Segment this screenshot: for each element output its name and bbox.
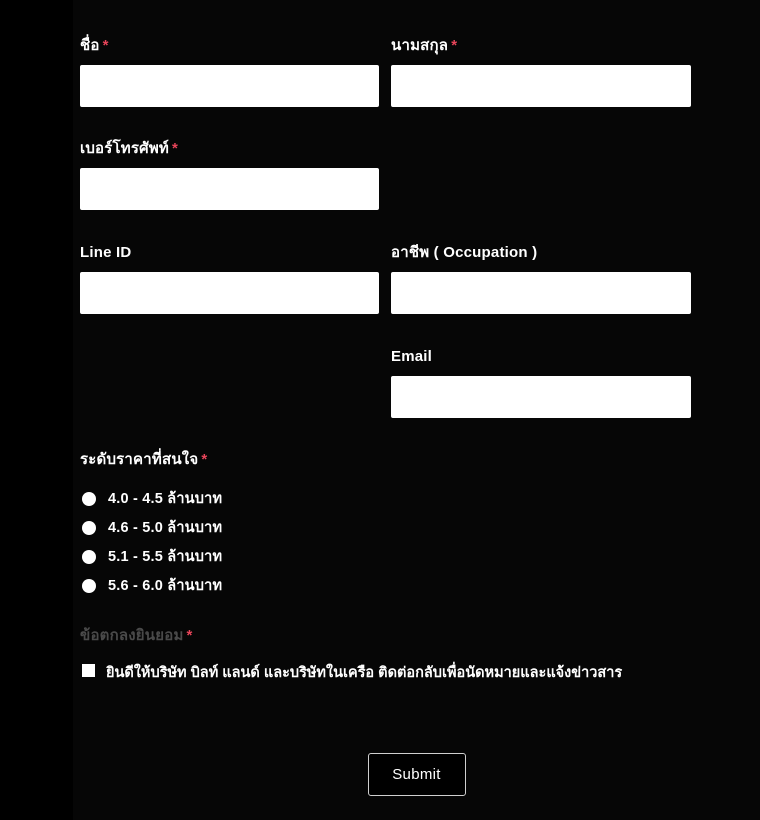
required-marker: * [172, 140, 179, 157]
required-marker: * [186, 627, 193, 644]
radio-icon[interactable] [82, 521, 96, 535]
submit-area [73, 753, 760, 796]
line-id-input[interactable] [80, 272, 379, 314]
field-email [391, 347, 691, 418]
label-price-range [80, 450, 500, 470]
label-consent-text: ข้อตกลงยินยอม [80, 627, 184, 644]
radio-option-label: 4.0 - 4.5 ล้านบาท [108, 491, 223, 507]
label-phone [80, 139, 379, 159]
label-email [391, 347, 691, 367]
lead-capture-form [73, 0, 760, 820]
field-line-id [80, 243, 379, 314]
email-input[interactable] [391, 376, 691, 418]
radio-option-label: 5.1 - 5.5 ล้านบาท [108, 549, 223, 565]
field-last-name [391, 36, 691, 107]
radio-option-label: 5.6 - 6.0 ล้านบาท [108, 578, 223, 594]
label-line-id-text: Line ID [80, 244, 132, 261]
field-first-name [80, 36, 379, 107]
consent-text: ยินดีให้บริษัท บิลท์ แลนด์ และบริษัทในเครือ ติดต่อกลับเพื่อนัดหมายและแจ้งข่าวสาร [106, 665, 623, 681]
label-occupation-text: อาชีพ ( Occupation ) [391, 244, 538, 261]
label-line-id [80, 243, 379, 263]
field-phone [80, 139, 379, 210]
radio-option-label: 4.6 - 5.0 ล้านบาท [108, 520, 223, 536]
radio-icon[interactable] [82, 579, 96, 593]
left-gutter [0, 0, 73, 820]
consent-checkbox-row[interactable] [80, 660, 660, 686]
label-price-range-text: ระดับราคาที่สนใจ [80, 451, 199, 468]
required-marker: * [451, 37, 458, 54]
label-email-text: Email [391, 348, 433, 365]
phone-input[interactable] [80, 168, 379, 210]
price-range-group [80, 450, 500, 600]
occupation-input[interactable] [391, 272, 691, 314]
field-occupation [391, 243, 691, 314]
radio-option-4[interactable] [80, 571, 500, 600]
consent-section [80, 626, 660, 686]
last-name-input[interactable] [391, 65, 691, 107]
label-phone-text: เบอร์โทรศัพท์ [80, 140, 170, 157]
label-consent [80, 626, 660, 646]
radio-icon[interactable] [82, 550, 96, 564]
label-last-name-text: นามสกุล [391, 37, 449, 54]
radio-option-3[interactable] [80, 542, 500, 571]
radio-option-2[interactable] [80, 513, 500, 542]
first-name-input[interactable] [80, 65, 379, 107]
checkbox-icon[interactable] [82, 664, 95, 677]
required-marker: * [102, 37, 109, 54]
required-marker: * [201, 451, 208, 468]
submit-button[interactable]: Submit [368, 753, 466, 796]
label-occupation [391, 243, 691, 263]
radio-icon[interactable] [82, 492, 96, 506]
label-first-name [80, 36, 379, 56]
label-last-name [391, 36, 691, 56]
radio-option-1[interactable] [80, 484, 500, 513]
label-first-name-text: ชื่อ [80, 37, 100, 54]
